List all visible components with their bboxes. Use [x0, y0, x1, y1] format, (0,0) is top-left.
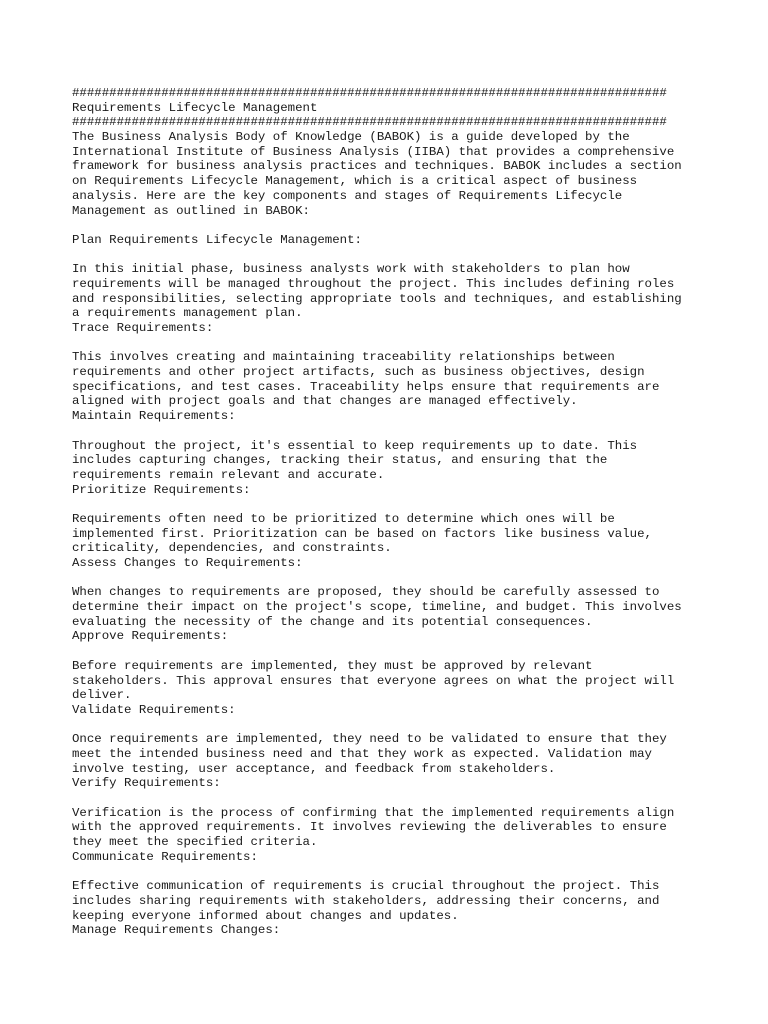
section-heading: Trace Requirements: [72, 321, 214, 335]
blank-line [72, 864, 712, 879]
section-heading: Communicate Requirements: [72, 849, 258, 864]
section-heading: Prioritize Requirements: [72, 482, 251, 497]
text-line: The Business Analysis Body of Knowledge (BABOK) is a guide developed by the [72, 130, 630, 145]
blank-line [72, 424, 712, 439]
text-line: This involves creating and maintaining traceability relationships between [72, 350, 615, 365]
text-line: analysis. Here are the key components and stages of Requirements Lifecycle [72, 188, 623, 203]
blank-line [72, 218, 712, 233]
text-line: and responsibilities, selecting appropriate tools and techniques, and establishing [72, 291, 682, 306]
text-line: a requirements management plan. [72, 306, 303, 321]
blank-line [72, 571, 712, 586]
section-heading: Manage Requirements Changes: [72, 923, 281, 938]
text-line: they meet the specified criteria. [72, 835, 318, 850]
text-line: deliver. [72, 688, 132, 703]
text-line: Before requirements are implemented, they must be approved by relevant [72, 658, 593, 673]
text-line: evaluating the necessity of the change and its potential consequences. [72, 614, 593, 629]
section-heading: Plan Requirements Lifecycle Management: [72, 232, 362, 247]
section-heading: Validate Requirements: [72, 702, 236, 717]
text-line: When changes to requirements are proposed, they should be carefully assessed to [72, 585, 660, 600]
text-line: International Institute of Business Analysis (IIBA) that provides a comprehensive [72, 144, 675, 159]
text-line: stakeholders. This approval ensures that everyone agrees on what the project will [72, 673, 675, 688]
blank-line [72, 718, 712, 733]
section-heading: Approve Requirements: [72, 629, 229, 644]
document-title: Requirements Lifecycle Management [72, 100, 318, 115]
section-heading: Management as outlined in BABOK: [72, 203, 310, 218]
text-line: Requirements often need to be prioritized to determine which ones will be [72, 511, 615, 526]
text-line: involve testing, user acceptance, and feedback from stakeholders. [72, 761, 556, 776]
text-line: with the approved requirements. It involves reviewing the deliverables to ensure [72, 820, 667, 835]
text-line: In this initial phase, business analysts work with stakeholders to plan how [72, 262, 630, 277]
text-line: Throughout the project, it's essential to keep requirements up to date. This [72, 438, 638, 453]
section-heading: Assess Changes to Requirements: [72, 556, 303, 570]
text-line: requirements and other project artifacts, such as business objectives, design [72, 365, 645, 380]
text-line: specifications, and test cases. Traceability helps ensure that requirements are [72, 379, 660, 394]
text-line: requirements remain relevant and accurate. [72, 467, 385, 482]
text-line: implemented first. Prioritization can be based on factors like business value, [72, 526, 652, 541]
blank-line [72, 497, 712, 512]
text-line: Once requirements are implemented, they need to be validated to ensure that they [72, 732, 667, 747]
text-line: requirements will be managed throughout the project. This includes defining roles [72, 276, 675, 291]
section-heading: Verify Requirements: [72, 776, 221, 791]
text-line: determine their impact on the project's scope, timeline, and budget. This involves [72, 600, 682, 615]
text-line: includes sharing requirements with stakeholders, addressing their concerns, and [72, 893, 660, 908]
document-page [72, 86, 712, 938]
hash-rule: ################################################################################ [72, 86, 667, 100]
section-heading: Maintain Requirements: [72, 409, 236, 424]
blank-line [72, 791, 712, 806]
text-line: Effective communication of requirements is crucial throughout the project. This [72, 879, 660, 894]
hash-rule: ################################################################################ [72, 115, 667, 130]
blank-line [72, 336, 712, 351]
text-line: includes capturing changes, tracking their status, and ensuring that the [72, 453, 608, 468]
text-line: Verification is the process of confirming that the implemented requirements align [72, 805, 675, 820]
text-line: framework for business analysis practices and techniques. BABOK includes a section [72, 159, 682, 174]
blank-line [72, 644, 712, 659]
text-line: keeping everyone informed about changes and updates. [72, 908, 459, 923]
text-line: aligned with project goals and that changes are managed effectively. [72, 394, 578, 409]
text-line: criticality, dependencies, and constraints. [72, 541, 392, 556]
text-line: on Requirements Lifecycle Management, which is a critical aspect of business [72, 174, 638, 189]
blank-line [72, 248, 712, 263]
text-line: meet the intended business need and that they work as expected. Validation may [72, 746, 652, 761]
